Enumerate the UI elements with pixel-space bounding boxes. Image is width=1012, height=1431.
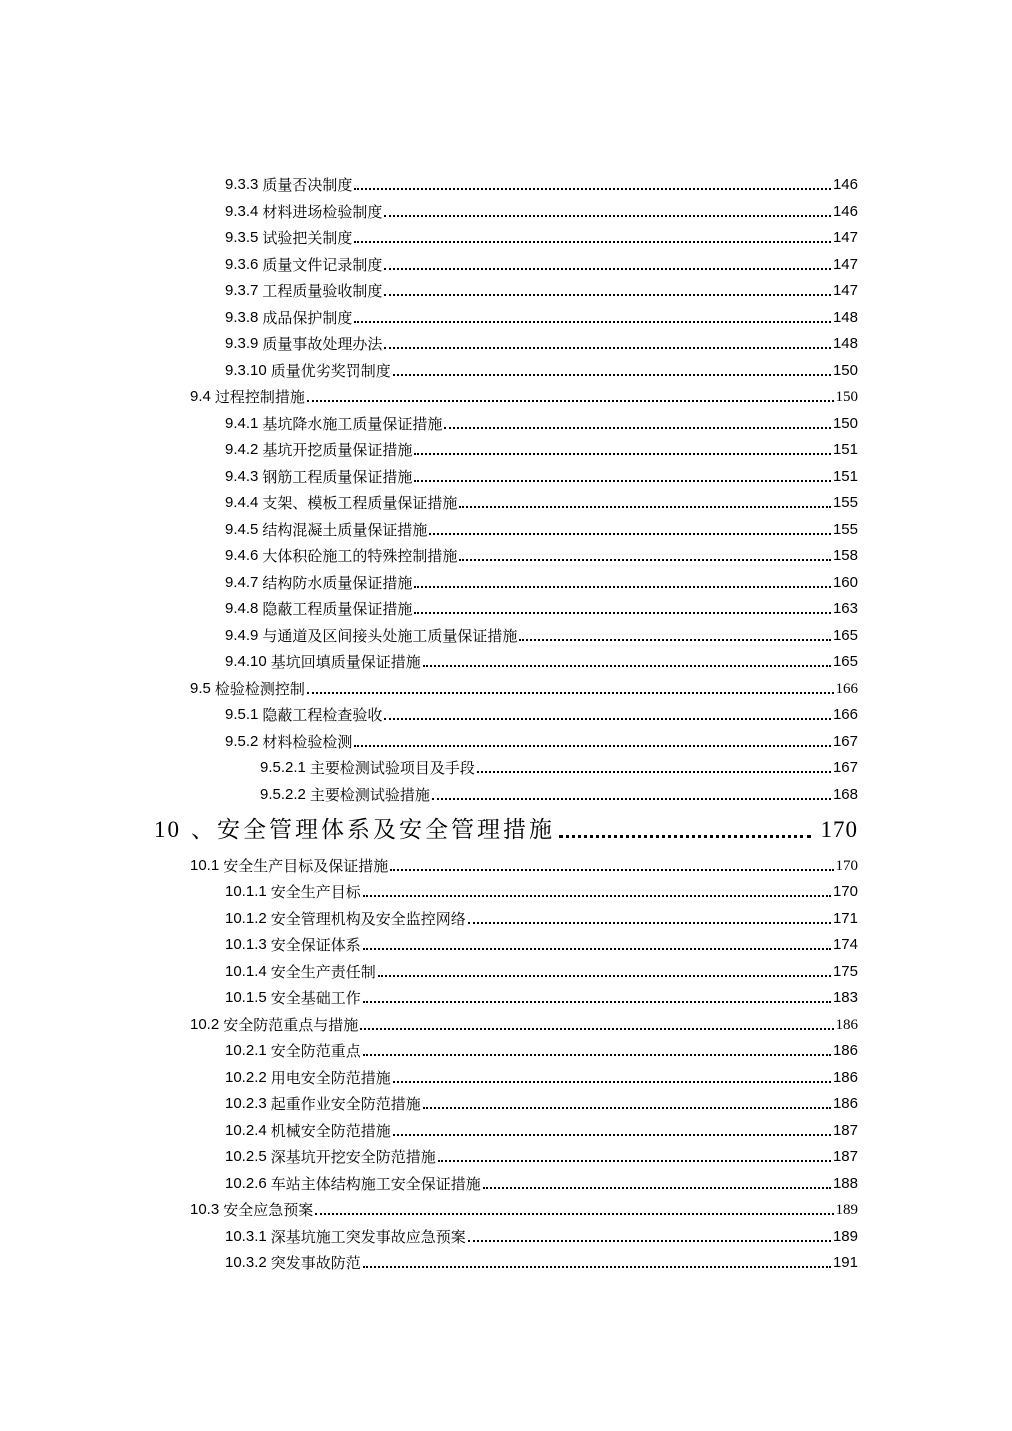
- toc-entry-number: 9.5.1: [225, 706, 259, 723]
- toc-entry-number: 9.4.6: [225, 547, 259, 564]
- toc-entry[interactable]: [225, 1142, 858, 1166]
- toc-entry-title: 支架、模板工程质量保证措施: [262, 494, 458, 512]
- toc-entry-title: 安全保证体系: [270, 936, 361, 954]
- toc-entry-number: 9.4.9: [225, 627, 259, 644]
- toc-entry-number: 9.4.7: [225, 574, 259, 591]
- toc-entry[interactable]: [190, 1195, 858, 1219]
- toc-entry-number: 9.3.8: [225, 309, 259, 326]
- dot-leader: [384, 718, 831, 720]
- dot-leader: [459, 506, 831, 508]
- toc-entry-number: 9.4.4: [225, 494, 259, 511]
- toc-entry-title: 检验检测控制: [214, 680, 305, 698]
- toc-entry-title: 与通道及区间接头处施工质量保证措施: [262, 627, 518, 645]
- toc-entry[interactable]: [225, 904, 858, 928]
- toc-entry-page: 165: [832, 653, 858, 670]
- toc-entry-number: 10.1.5: [225, 989, 267, 1006]
- toc-entry-page: 166: [832, 706, 858, 723]
- dot-leader: [483, 1187, 831, 1189]
- toc-entry[interactable]: [225, 462, 858, 486]
- dot-leader: [384, 294, 831, 296]
- dot-leader: [468, 1240, 831, 1242]
- dot-leader: [363, 895, 831, 897]
- toc-entry-title: 质量文件记录制度: [262, 256, 383, 274]
- toc-entry-page: 151: [832, 441, 858, 458]
- toc-entry-number: 9.3.3: [225, 176, 259, 193]
- toc-entry-page: 187: [832, 1122, 858, 1139]
- dot-leader: [354, 745, 831, 747]
- toc-entry-number: 10.1.3: [225, 936, 267, 953]
- toc-entry-number: 10.1.4: [225, 963, 267, 980]
- toc-entry-page: 189: [835, 1202, 858, 1218]
- dot-leader: [354, 188, 831, 190]
- toc-entry[interactable]: [260, 753, 858, 777]
- dot-leader: [423, 665, 831, 667]
- dot-leader: [432, 798, 831, 800]
- dot-leader: [378, 975, 831, 977]
- toc-entry-page: 160: [832, 574, 858, 591]
- toc-entry-number: 10.2.2: [225, 1069, 267, 1086]
- toc-entry-number: 9.4.3: [225, 468, 259, 485]
- dot-leader: [390, 869, 833, 871]
- toc-entry[interactable]: [225, 1089, 858, 1113]
- toc-entry[interactable]: [225, 303, 858, 327]
- toc-entry-title: 安全生产目标: [270, 883, 361, 901]
- toc-entry-title: 安全应急预案: [223, 1201, 314, 1219]
- dot-leader: [360, 1028, 833, 1030]
- dot-leader: [384, 215, 831, 217]
- toc-entry-title: 材料进场检验制度: [262, 203, 383, 221]
- toc-entry-title: 、安全管理体系及安全管理措施: [191, 817, 555, 843]
- toc-entry[interactable]: [190, 674, 858, 698]
- toc-entry-page: 188: [832, 1175, 858, 1192]
- toc-entry-page: 170: [832, 883, 858, 900]
- dot-leader: [559, 835, 811, 838]
- toc-entry-number: 9.4.5: [225, 521, 259, 538]
- toc-entry-page: 191: [832, 1254, 858, 1271]
- toc-entry-page: 151: [832, 468, 858, 485]
- toc-entry-title: 钢筋工程质量保证措施: [262, 468, 413, 486]
- toc-entry[interactable]: [225, 568, 858, 592]
- toc-entry-page: 146: [832, 203, 858, 220]
- toc-entry-page: 163: [832, 600, 858, 617]
- toc-entry-title: 用电安全防范措施: [270, 1069, 391, 1087]
- toc-entry-number: 9.3.9: [225, 335, 259, 352]
- toc-entry-page: 148: [832, 335, 858, 352]
- toc-entry-title: 安全生产目标及保证措施: [223, 857, 389, 875]
- toc-entry-title: 深基坑施工突发事故应急预案: [270, 1228, 466, 1246]
- toc-entry[interactable]: [225, 409, 858, 433]
- toc-entry-page: 165: [832, 627, 858, 644]
- toc-entry-number: 9.4: [190, 388, 211, 405]
- dot-leader: [414, 612, 831, 614]
- toc-entry-number: 10.1.2: [225, 910, 267, 927]
- toc-entry[interactable]: [260, 780, 858, 804]
- toc-entry[interactable]: [225, 877, 858, 901]
- toc-entry-number: 10.2.4: [225, 1122, 267, 1139]
- toc-entry-title: 材料检验检测: [262, 733, 353, 751]
- dot-leader: [363, 948, 831, 950]
- toc-entry[interactable]: [190, 382, 858, 406]
- dot-leader: [354, 321, 831, 323]
- toc-entry[interactable]: [225, 541, 858, 565]
- toc-entry-number: 9.3.4: [225, 203, 259, 220]
- toc-entry-number: 9.3.6: [225, 256, 259, 273]
- toc-entry-number: 10.2.5: [225, 1148, 267, 1165]
- toc-entry-page: 186: [832, 1069, 858, 1086]
- toc-entry-page: 167: [832, 733, 858, 750]
- toc-entry-number: 9.3.10: [225, 362, 267, 379]
- dot-leader: [393, 374, 831, 376]
- dot-leader: [315, 1213, 833, 1215]
- toc-entry-title: 基坑回填质量保证措施: [270, 653, 421, 671]
- toc-entry-page: 150: [832, 362, 858, 379]
- dot-leader: [307, 400, 834, 402]
- toc-entry[interactable]: [225, 1116, 858, 1140]
- toc-entry-title: 基坑降水施工质量保证措施: [262, 415, 443, 433]
- toc-entry-title: 质量优劣奖罚制度: [270, 362, 391, 380]
- toc-entry[interactable]: [225, 356, 858, 380]
- dot-leader: [429, 533, 831, 535]
- toc-entry[interactable]: [225, 250, 858, 274]
- toc-entry-number: 9.5: [190, 680, 211, 697]
- toc-entry-number: 9.3.7: [225, 282, 259, 299]
- toc-entry-page: 174: [832, 936, 858, 953]
- toc-entry-number: 10.3.2: [225, 1254, 267, 1271]
- toc-entry-number: 10.3.1: [225, 1228, 267, 1245]
- toc-entry-page: 175: [832, 963, 858, 980]
- toc-entry[interactable]: [154, 812, 858, 844]
- toc-entry-title: 成品保护制度: [262, 309, 353, 327]
- dot-leader: [384, 268, 831, 270]
- toc-entry-title: 基坑开挖质量保证措施: [262, 441, 413, 459]
- toc-entry-title: 深基坑开挖安全防范措施: [270, 1148, 436, 1166]
- toc-entry-page: 189: [832, 1228, 858, 1245]
- dot-leader: [459, 559, 831, 561]
- toc-entry[interactable]: [225, 1222, 858, 1246]
- toc-entry-page: 147: [832, 282, 858, 299]
- toc-entry-title: 隐蔽工程质量保证措施: [262, 600, 413, 618]
- toc-entry-title: 试验把关制度: [262, 229, 353, 247]
- toc-entry-number: 9.5.2.1: [260, 759, 306, 776]
- toc-entry-number: 10.2.1: [225, 1042, 267, 1059]
- toc-entry-title: 主要检测试验项目及手段: [309, 759, 475, 777]
- dot-leader: [363, 1054, 831, 1056]
- toc-entry-page: 170: [820, 817, 858, 842]
- dot-leader: [414, 586, 831, 588]
- toc-entry-title: 安全防范重点与措施: [223, 1016, 359, 1034]
- toc-entry-title: 机械安全防范措施: [270, 1122, 391, 1140]
- toc-entry-number: 9.4.10: [225, 653, 267, 670]
- dot-leader: [477, 771, 831, 773]
- toc-entry-title: 安全生产责任制: [270, 963, 376, 981]
- toc-entry-number: 9.4.2: [225, 441, 259, 458]
- toc-entry-page: 148: [832, 309, 858, 326]
- dot-leader: [468, 922, 831, 924]
- toc-entry-number: 10.2: [190, 1016, 220, 1033]
- toc-entry-page: 147: [832, 229, 858, 246]
- toc-entry-page: 146: [832, 176, 858, 193]
- dot-leader: [444, 427, 831, 429]
- toc-entry-page: 167: [832, 759, 858, 776]
- toc-entry-number: 10: [154, 817, 181, 842]
- toc-entry-page: 186: [835, 1017, 858, 1033]
- toc-entry-title: 安全基础工作: [270, 989, 361, 1007]
- toc-entry[interactable]: [190, 851, 858, 875]
- toc-entry-title: 过程控制措施: [214, 388, 305, 406]
- toc-entry-number: 10.2.6: [225, 1175, 267, 1192]
- dot-leader: [363, 1001, 831, 1003]
- toc-entry-number: 10.1: [190, 857, 220, 874]
- toc-entry-title: 安全管理机构及安全监控网络: [270, 910, 466, 928]
- toc-entry[interactable]: [225, 1169, 858, 1193]
- toc-entry[interactable]: [225, 170, 858, 194]
- toc-entry-number: 9.5.2: [225, 733, 259, 750]
- toc-entry-title: 安全防范重点: [270, 1042, 361, 1060]
- dot-leader: [384, 347, 831, 349]
- toc-entry-number: 9.3.5: [225, 229, 259, 246]
- toc-entry-page: 166: [835, 681, 858, 697]
- toc-entry[interactable]: [225, 930, 858, 954]
- toc-entry-title: 隐蔽工程检查验收: [262, 706, 383, 724]
- toc-entry-number: 10.2.3: [225, 1095, 267, 1112]
- toc-entry-page: 186: [832, 1042, 858, 1059]
- toc-entry-page: 150: [832, 415, 858, 432]
- dot-leader: [423, 1107, 831, 1109]
- dot-leader: [363, 1266, 831, 1268]
- toc-entry[interactable]: [225, 957, 858, 981]
- toc-entry-number: 9.5.2.2: [260, 786, 306, 803]
- dot-leader: [307, 692, 834, 694]
- toc-entry[interactable]: [225, 488, 858, 512]
- toc-entry[interactable]: [225, 329, 858, 353]
- toc-entry-title: 车站主体结构施工安全保证措施: [270, 1175, 481, 1193]
- toc-entry-page: 150: [835, 389, 858, 405]
- toc-entry[interactable]: [225, 727, 858, 751]
- toc-entry-title: 质量事故处理办法: [262, 335, 383, 353]
- dot-leader: [393, 1134, 831, 1136]
- dot-leader: [393, 1081, 831, 1083]
- toc-entry[interactable]: [225, 223, 858, 247]
- dot-leader: [414, 453, 831, 455]
- toc-entry-number: 10.3: [190, 1201, 220, 1218]
- dot-leader: [414, 480, 831, 482]
- toc-entry-title: 突发事故防范: [270, 1254, 361, 1272]
- toc-entry[interactable]: [225, 435, 858, 459]
- toc-entry[interactable]: [225, 1063, 858, 1087]
- toc-entry[interactable]: [225, 515, 858, 539]
- toc-entry[interactable]: [225, 647, 858, 671]
- toc-entry-page: 171: [832, 910, 858, 927]
- toc-entry-title: 结构混凝土质量保证措施: [262, 521, 428, 539]
- toc-entry[interactable]: [225, 1248, 858, 1272]
- toc-entry[interactable]: [225, 197, 858, 221]
- toc-entry-title: 质量否决制度: [262, 176, 353, 194]
- toc-entry[interactable]: [225, 700, 858, 724]
- toc-entry-page: 155: [832, 494, 858, 511]
- toc-entry-title: 主要检测试验措施: [309, 786, 430, 804]
- toc-entry-page: 158: [832, 547, 858, 564]
- toc-entry-page: 186: [832, 1095, 858, 1112]
- toc-entry-number: 10.1.1: [225, 883, 267, 900]
- toc-entry-page: 155: [832, 521, 858, 538]
- toc-entry[interactable]: [225, 594, 858, 618]
- toc-entry-title: 大体积砼施工的特殊控制措施: [262, 547, 458, 565]
- dot-leader: [354, 241, 831, 243]
- toc-entry-number: 9.4.1: [225, 415, 259, 432]
- toc-entry-page: 168: [832, 786, 858, 803]
- toc-entry-title: 工程质量验收制度: [262, 282, 383, 300]
- toc-entry[interactable]: [190, 1010, 858, 1034]
- toc-entry-title: 起重作业安全防范措施: [270, 1095, 421, 1113]
- toc-entry-page: 187: [832, 1148, 858, 1165]
- toc-entry[interactable]: [225, 621, 858, 645]
- toc-entry[interactable]: [225, 983, 858, 1007]
- toc-entry[interactable]: [225, 276, 858, 300]
- toc-entry-page: 147: [832, 256, 858, 273]
- dot-leader: [519, 639, 831, 641]
- toc-entry[interactable]: [225, 1036, 858, 1060]
- toc-entry-number: 9.4.8: [225, 600, 259, 617]
- toc-entry-title: 结构防水质量保证措施: [262, 574, 413, 592]
- toc-entry-page: 183: [832, 989, 858, 1006]
- toc-entry-page: 170: [835, 858, 858, 874]
- dot-leader: [438, 1160, 831, 1162]
